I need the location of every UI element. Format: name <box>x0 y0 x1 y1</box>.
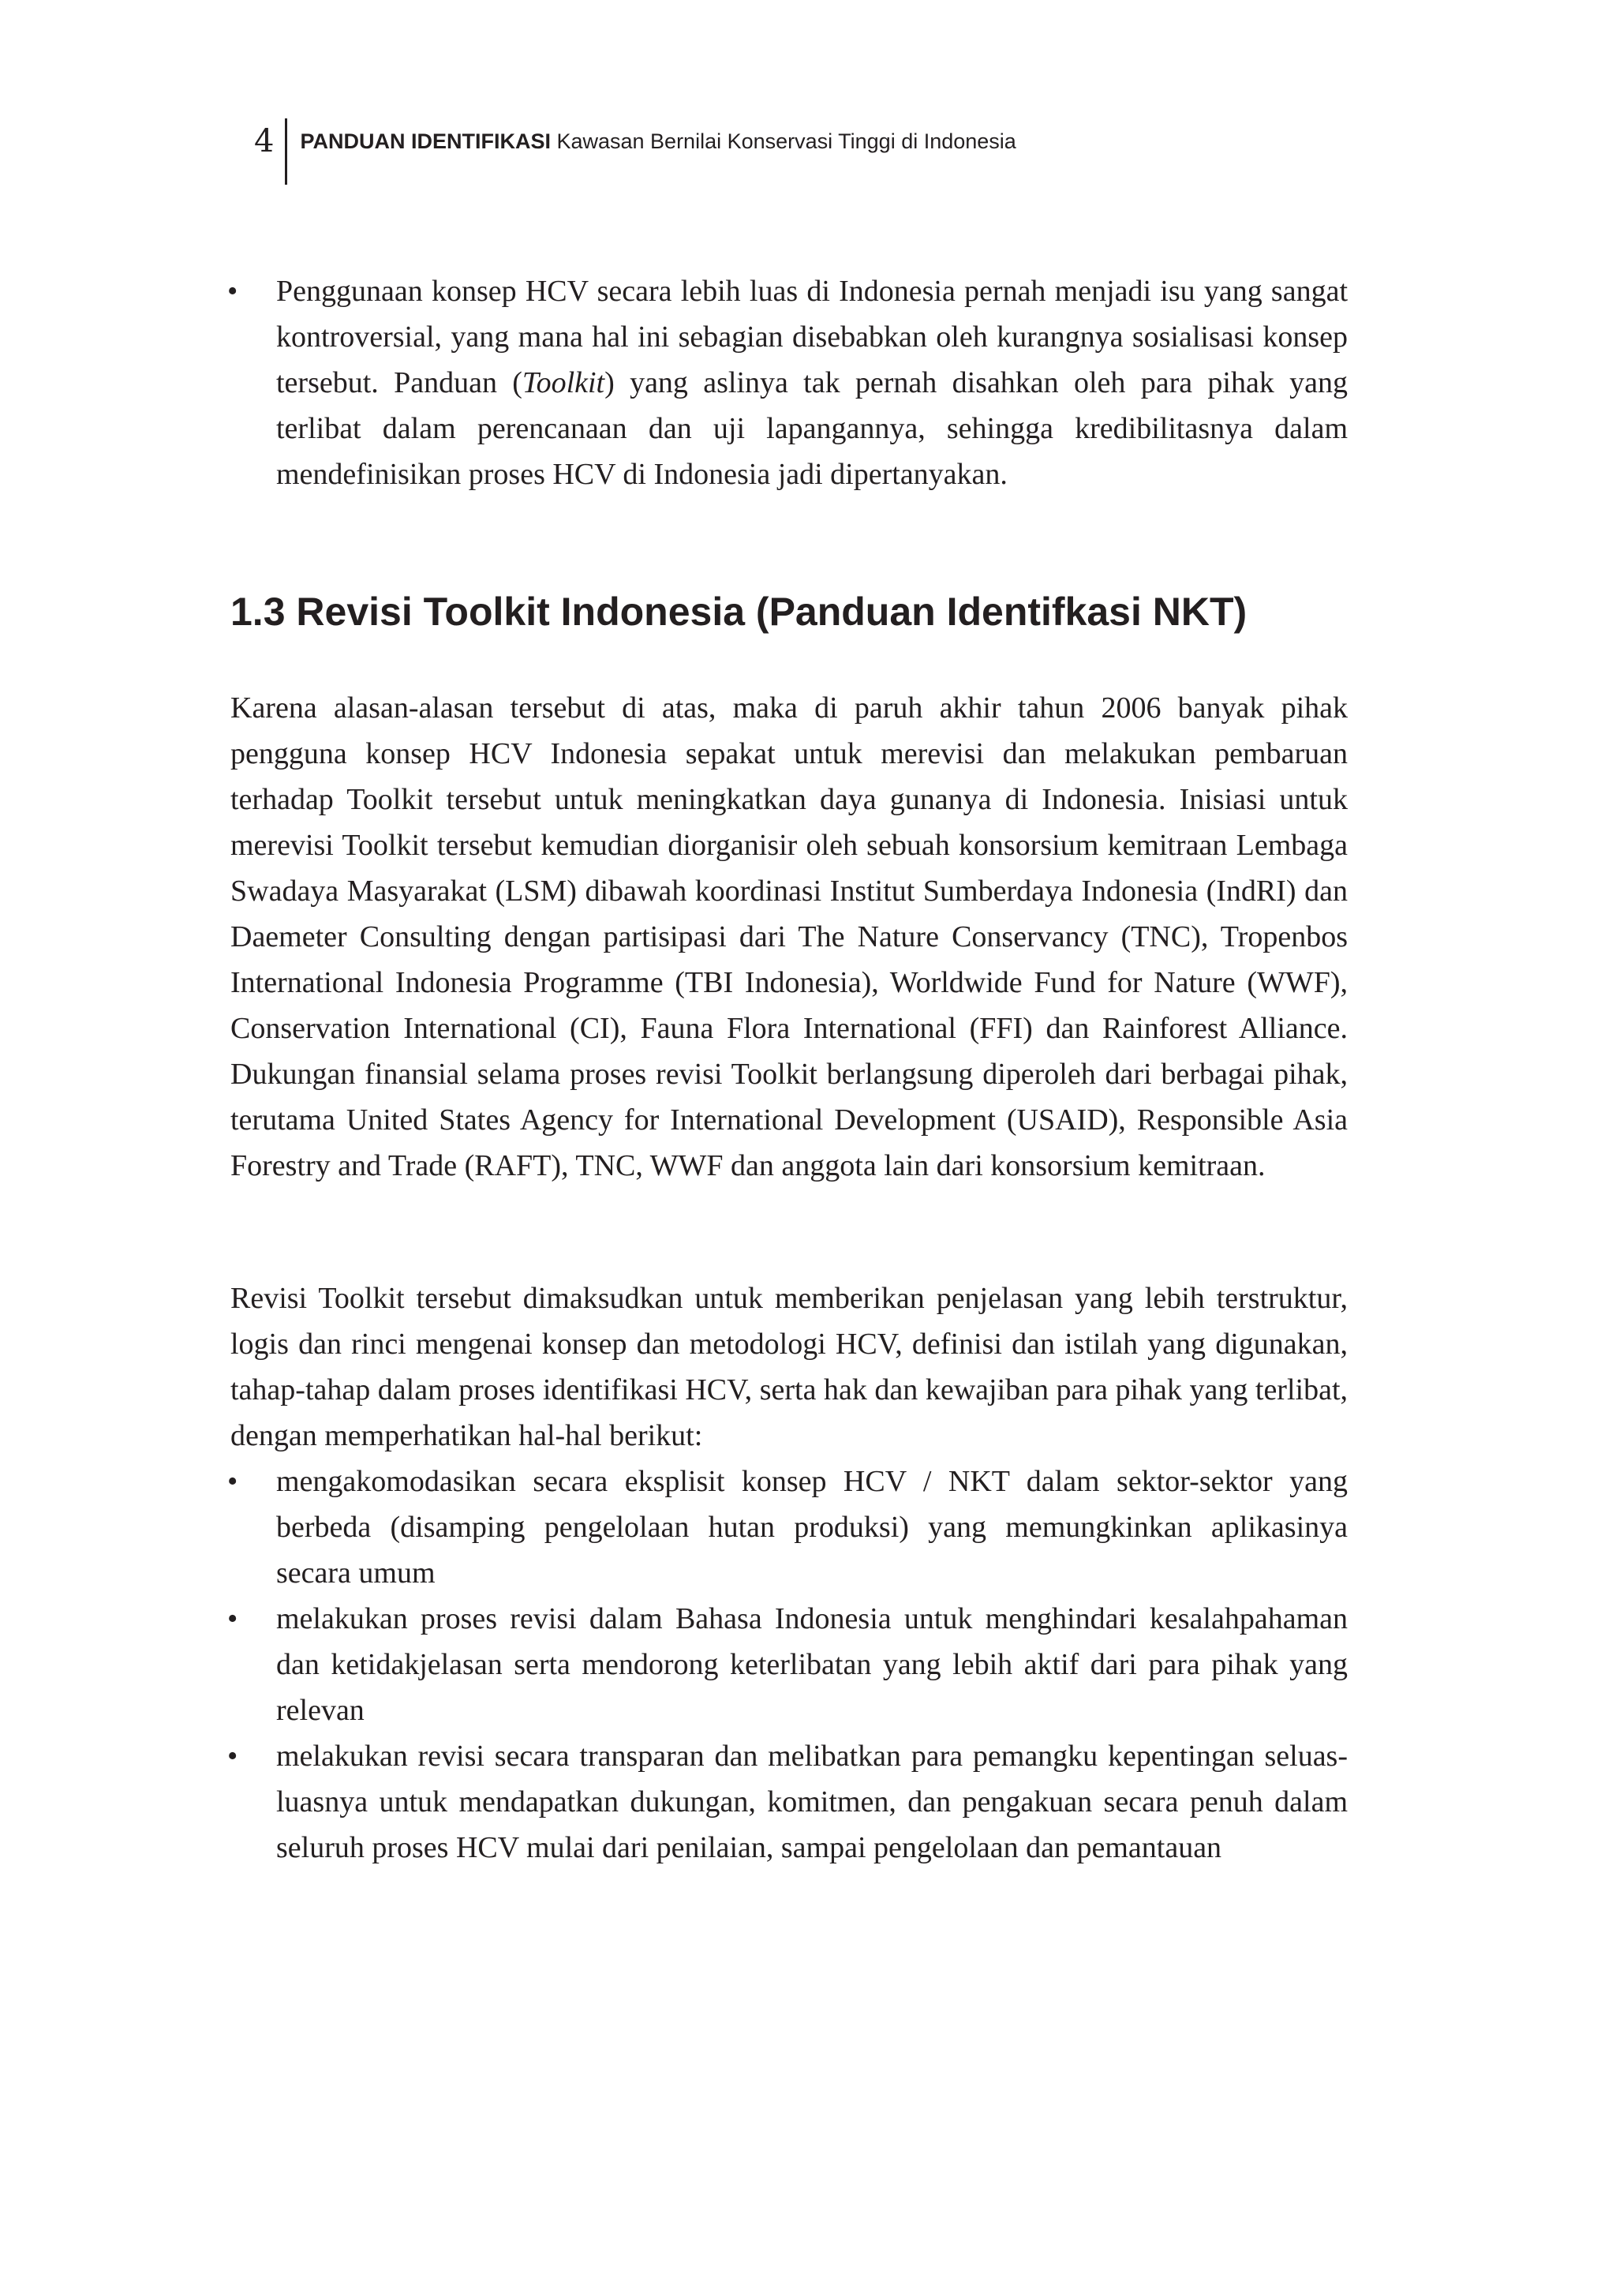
body-paragraph: Karena alasan-alasan tersebut di atas, maka di paruh akhir tahun 2006 banyak pihak pengguna konsep HCV Indonesia sepakat untuk merevisi dan melakukan pembaruan terhadap Toolkit tersebut untuk meningkatkan daya gunanya di Indonesia. Inisiasi untuk merevisi Toolkit tersebut kemudian diorganisir oleh sebuah konsorsium kemitraan Lembaga Swadaya Masyarakat (LSM) dibawah koordinasi Institut Sumberdaya Indonesia (IndRI) dan Daemeter Consulting dengan partisipasi dari The Nature Conservancy (TNC), Tropenbos International Indonesia Programme (TBI Indonesia), Worldwide Fund for Nature (WWF), Conservation International (CI), Fauna Flora International (FFI) dan Rainforest Alliance. Dukungan finansial selama proses revisi Toolkit berlangsung diperoleh dari berbagai pihak, terutama United States Agency for International Development (USAID), Responsible Asia Forestry and Trade (RAFT), TNC, WWF dan anggota lain dari konsorsium kemitraan. <box>230 691 1348 1182</box>
list-item <box>227 268 1348 497</box>
requirements-bullet-list <box>227 1459 1348 1871</box>
list-item-text-part: Penggunaan konsep HCV secara lebih luas di Indonesia pernah menjadi isu yang sangat kontroversial, yang mana hal ini sebagian disebabkan oleh kurangnya sosialisasi konsep tersebut. Panduan ( <box>276 275 1348 399</box>
list-item-text: melakukan revisi secara transparan dan melibatkan para pemangku kepentingan seluas-luasnya untuk mendapatkan dukungan, komitmen, dan pengakuan secara penuh dalam seluruh proses HCV mulai dari penilaian, sampai pengelolaan dan pemantauan <box>276 1740 1348 1864</box>
body-paragraph: Revisi Toolkit tersebut dimaksudkan untuk memberikan penjelasan yang lebih terstruktur, logis dan rinci mengenai konsep dan metodologi HCV, definisi dan istilah yang digunakan, tahap-tahap dalam proses identifikasi HCV, serta hak dan kewajiban para pihak yang terlibat, dengan memperhatikan hal-hal berikut: <box>230 1282 1348 1452</box>
page-header <box>254 118 1016 185</box>
bullet-marker: • <box>227 1465 238 1498</box>
list-item-text: mengakomodasikan secara eksplisit konsep HCV / NKT dalam sektor-sektor yang berbeda (disamping pengelolaan hutan produksi) yang memungkinkan aplikasinya secara umum <box>276 1465 1348 1590</box>
page-number: 4 <box>254 123 275 159</box>
list-item <box>227 1733 1348 1871</box>
running-head-subtitle: Kawasan Bernilai Konservasi Tinggi di Indonesia <box>550 129 1016 153</box>
running-head-title: PANDUAN IDENTIFIKASI <box>300 129 551 153</box>
list-item <box>227 1459 1348 1596</box>
header-divider <box>285 118 287 185</box>
bullet-marker: • <box>227 275 238 308</box>
list-item-text: melakukan proses revisi dalam Bahasa Indonesia untuk menghindari kesalahpahaman dan ketidakjelasan serta mendorong keterlibatan yang lebih aktif dari para pihak yang relevan <box>276 1602 1348 1727</box>
list-item-italic-term: Toolkit <box>522 366 605 399</box>
list-item <box>227 1596 1348 1733</box>
section-heading: 1.3 Revisi Toolkit Indonesia (Panduan Identifkasi NKT) <box>230 590 1248 634</box>
bullet-marker: • <box>227 1740 238 1773</box>
running-head <box>300 118 1016 164</box>
list-item-text <box>276 275 1348 491</box>
intro-bullet-list <box>227 268 1348 497</box>
bullet-marker: • <box>227 1602 238 1635</box>
list-item-text-part: ) yang aslinya tak pernah disahkan oleh para pihak yang terlibat dalam perencanaan dan uji lapangannya, sehingga kredibilitasnya dalam mendefinisikan proses HCV di Indonesia jadi dipertanyakan. <box>276 366 1348 491</box>
